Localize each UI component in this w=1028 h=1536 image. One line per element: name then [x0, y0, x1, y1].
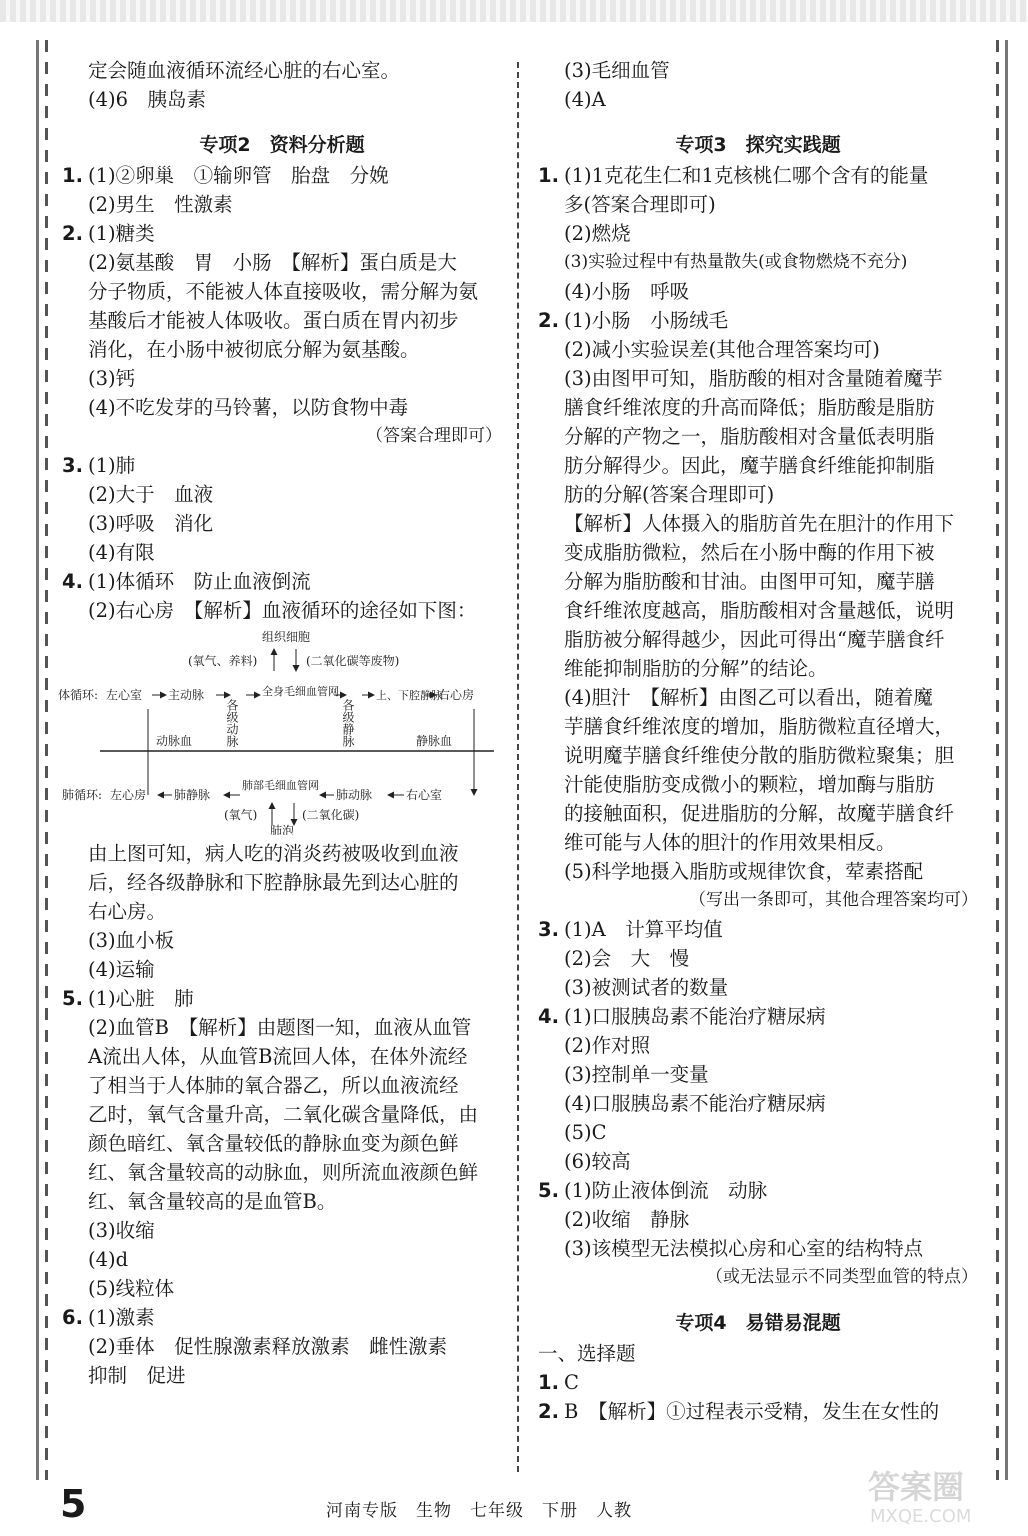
line-text: (3)呼吸 消化	[88, 512, 214, 535]
line-text: (2)大于 血液	[88, 483, 214, 506]
line-text: (3)收缩	[88, 1219, 155, 1242]
line-text: (3)由图甲可知，脂肪酸的相对含量随着魔芋	[564, 367, 943, 390]
answer-line	[62, 955, 502, 984]
section-heading: 专项2 资料分析题	[199, 134, 365, 156]
line-text: (3)血小板	[88, 929, 175, 952]
question-line	[538, 1397, 978, 1426]
line-text: (3)实验过程中有热量散失(或食物燃烧不充分)	[564, 252, 908, 272]
line-text: 膳食纤维浓度的升高而降低；脂肪酸是脂肪	[564, 396, 935, 419]
answer-line	[62, 85, 502, 114]
line-text: (1)防止液体倒流 动脉	[564, 1179, 768, 1202]
answer-line	[62, 538, 502, 567]
diagram-top-right-note: (二氧化碳等废物)	[306, 654, 400, 668]
answer-line	[62, 1100, 502, 1129]
answer-line	[538, 335, 978, 364]
line-text: （写出一条即可，其他合理答案均可）	[689, 890, 978, 910]
diagram-bottom-right-note: (二氧化碳)	[302, 808, 360, 822]
line-text: （答案合理即可）	[366, 426, 502, 446]
line-text: (3)控制单一变量	[564, 1063, 709, 1086]
diagram-body-step-4: 各级静脉	[341, 699, 355, 747]
diagram-body-step-3: 全身毛细血管网	[262, 685, 339, 698]
line-text: (6)较高	[564, 1150, 631, 1173]
diagram-bottom-cell: 肺泡	[270, 824, 295, 835]
page-footer	[56, 1482, 976, 1530]
diagram-top-cell: 组织细胞	[262, 630, 311, 644]
line-text: (2)垂体 促性腺激素释放激素 雌性激素	[88, 1335, 448, 1358]
diagram-lung-step-0: 左心房	[110, 788, 147, 802]
svg-text:MXQE.COM: MXQE.COM	[870, 1506, 972, 1527]
line-text: （或无法显示不同类型血管的特点）	[706, 1267, 978, 1287]
line-text: (1)体循环 防止血液倒流	[88, 570, 311, 593]
diagram-body-step-2: 各级动脉	[225, 699, 239, 747]
line-text: 消化，在小肠中被彻底分解为氨基酸。	[88, 338, 420, 361]
diagram-lung-step-3: 肺动脉	[336, 788, 373, 802]
answer-line	[538, 712, 978, 741]
top-border-decoration	[0, 0, 1028, 22]
line-text: 由上图可知，病人吃的消炎药被吸收到血液	[88, 842, 459, 865]
answer-line	[538, 799, 978, 828]
line-text: B 【解析】①过程表示受精，发生在女性的	[564, 1400, 940, 1423]
answer-line	[538, 1118, 978, 1147]
line-text: 一、选择题	[538, 1342, 636, 1365]
line-text: 肪的分解(答案合理即可)	[564, 483, 775, 506]
answer-line	[538, 538, 978, 567]
line-text: (4)A	[564, 88, 606, 111]
question-number: 2.	[62, 222, 83, 245]
line-text: 后，经各级静脉和下腔静脉最先到达心脏的	[88, 871, 459, 894]
line-text: 肪分解得少。因此，魔芋膳食纤维能抑制脂	[564, 454, 935, 477]
line-text: (2)减小实验误差(其他合理答案均可)	[564, 338, 880, 361]
answer-line	[538, 625, 978, 654]
line-text: (3)该模型无法模拟心房和心室的结构特点	[564, 1237, 924, 1260]
line-text: (4)口服胰岛素不能治疗糖尿病	[564, 1092, 826, 1115]
line-text: (5)线粒体	[88, 1277, 175, 1300]
answer-line	[62, 1071, 502, 1100]
answer-line	[62, 1158, 502, 1187]
line-text: (3)被测试者的数量	[564, 976, 729, 999]
answer-line	[538, 973, 978, 1002]
question-line	[538, 1368, 978, 1397]
diagram-lung-label: 肺循环:	[62, 788, 103, 802]
line-text: (5)科学地摄入脂肪或规律饮食，荤素搭配	[564, 860, 924, 883]
answer-line	[62, 306, 502, 335]
answer-line	[62, 1216, 502, 1245]
diagram-body-step-0: 左心室	[106, 688, 143, 702]
line-text: (4)d	[88, 1248, 129, 1271]
answer-line	[538, 248, 978, 277]
answer-line	[62, 335, 502, 364]
answer-line	[538, 1089, 978, 1118]
question-line	[538, 915, 978, 944]
answer-line	[62, 393, 502, 422]
answer-line	[538, 1031, 978, 1060]
question-number: 2.	[538, 1400, 559, 1423]
answer-line	[62, 1245, 502, 1274]
answer-line	[62, 509, 502, 538]
answer-line	[62, 1332, 502, 1361]
line-text: (2)血管B 【解析】由题图一知，血液从血管	[88, 1016, 472, 1039]
answer-line	[538, 1060, 978, 1089]
line-text: 颜色暗红、氧含量较低的静脉血变为颜色鲜	[88, 1132, 459, 1155]
line-text: A流出人体，从血管B流回人体，在体外流经	[88, 1045, 468, 1068]
question-line	[62, 161, 502, 190]
line-text: 的接触面积，促进脂肪的分解，故魔芋膳食纤	[564, 802, 955, 825]
line-text: (2)收缩 静脉	[564, 1208, 690, 1231]
answer-line	[538, 422, 978, 451]
answer-line	[538, 1205, 978, 1234]
question-line	[538, 161, 978, 190]
question-number: 3.	[62, 454, 83, 477]
left-column	[58, 56, 502, 1390]
line-text: C	[564, 1371, 579, 1394]
diagram-venous-label: 静脉血	[416, 734, 453, 748]
line-text: (1)1克花生仁和1克核桃仁哪个含有的能量	[564, 164, 929, 187]
answer-line	[62, 277, 502, 306]
question-number: 2.	[538, 309, 559, 332]
question-number: 6.	[62, 1306, 83, 1329]
line-text: 定会随血液循环流经心脏的右心室。	[88, 59, 401, 82]
question-line	[538, 1002, 978, 1031]
line-text: 芋膳食纤维浓度的增加，脂肪微粒直径增大，	[564, 715, 955, 738]
section-heading: 专项4 易错易混题	[675, 1312, 841, 1334]
answer-line	[62, 422, 502, 451]
line-text: 维可能与人体的胆汁的作用效果相反。	[564, 831, 896, 854]
question-number: 5.	[538, 1179, 559, 1202]
line-text: 红、氧含量较高的是血管B。	[88, 1190, 337, 1213]
answer-line	[538, 190, 978, 219]
answer-line	[62, 56, 502, 85]
answer-line	[62, 897, 502, 926]
answer-line	[538, 509, 978, 538]
line-text: (2)作对照	[564, 1034, 651, 1057]
question-number: 1.	[62, 164, 83, 187]
answer-line	[538, 85, 978, 114]
line-text: (4)运输	[88, 958, 155, 981]
question-number: 4.	[62, 570, 83, 593]
diagram-lung-step-1: 肺静脉	[174, 788, 211, 802]
answer-line	[538, 364, 978, 393]
page-number: 5	[60, 1482, 87, 1526]
answer-line	[62, 248, 502, 277]
line-text: (1)激素	[88, 1306, 155, 1329]
line-text: (1)肺	[88, 454, 136, 477]
line-text: 变成脂肪微粒，然后在小肠中酶的作用下被	[564, 541, 935, 564]
line-text: (4)胆汁 【解析】由图乙可以看出，随着魔	[564, 686, 933, 709]
answer-line	[62, 868, 502, 897]
answer-line	[538, 219, 978, 248]
line-text: (2)右心房 【解析】血液循环的途径如下图：	[88, 599, 477, 622]
question-line	[538, 306, 978, 335]
line-text: (2)男生 性激素	[88, 193, 233, 216]
line-text: (1)糖类	[88, 222, 155, 245]
question-line	[62, 219, 502, 248]
question-number: 5.	[62, 987, 83, 1010]
answer-line	[538, 451, 978, 480]
line-text: 脂肪被分解得越少，因此可得出“魔芋膳食纤	[564, 628, 945, 651]
diagram-body-step-6: 右心房	[438, 688, 475, 702]
diagram-arterial-label: 动脉血	[156, 734, 193, 748]
question-line	[62, 567, 502, 596]
right-column	[538, 56, 978, 1426]
answer-line	[62, 1187, 502, 1216]
answer-line	[62, 480, 502, 509]
line-text: (5)C	[564, 1121, 607, 1144]
diagram-lung-step-4: 右心室	[406, 788, 443, 802]
answer-line	[62, 839, 502, 868]
line-text: (1)②卵巢 ①输卵管 胎盘 分娩	[88, 164, 389, 187]
line-text: 右心房。	[88, 900, 167, 923]
watermark-logo	[858, 1460, 1008, 1530]
answer-line	[538, 1234, 978, 1263]
line-text: (4)有限	[88, 541, 155, 564]
line-text: (1)心脏 肺	[88, 987, 194, 1010]
diagram-lung-step-2: 肺部毛细血管网	[242, 779, 319, 792]
answer-line	[538, 277, 978, 306]
question-line	[62, 984, 502, 1013]
section-heading: 专项3 探究实践题	[675, 134, 841, 156]
answer-line	[538, 828, 978, 857]
line-text: (3)毛细血管	[564, 59, 670, 82]
line-text: 抑制 促进	[88, 1364, 186, 1387]
answer-line	[538, 480, 978, 509]
answer-line	[62, 926, 502, 955]
question-number: 4.	[538, 1005, 559, 1028]
line-text: 食纤维浓度越高，脂肪酸相对含量越低，说明	[564, 599, 955, 622]
line-text: (1)A 计算平均值	[564, 918, 723, 941]
answer-line	[538, 567, 978, 596]
line-text: 【解析】人体摄入的脂肪首先在胆汁的作用下	[564, 512, 955, 535]
answer-line	[538, 654, 978, 683]
answer-line	[62, 1361, 502, 1390]
answer-line	[538, 886, 978, 915]
question-line	[538, 1176, 978, 1205]
answer-line	[538, 1263, 978, 1292]
line-text: (3)钙	[88, 367, 136, 390]
line-text: 乙时，氧气含量升高，二氧化碳含量降低，由	[88, 1103, 479, 1126]
line-text: (4)不吃发芽的马铃薯，以防食物中毒	[88, 396, 409, 419]
question-line	[62, 451, 502, 480]
answer-line	[62, 1129, 502, 1158]
line-text: 分子物质，不能被人体直接吸收，需分解为氨	[88, 280, 479, 303]
line-text: (1)口服胰岛素不能治疗糖尿病	[564, 1005, 826, 1028]
answer-line	[538, 770, 978, 799]
line-text: (1)小肠 小肠绒毛	[564, 309, 729, 332]
column-divider	[517, 62, 519, 1472]
line-text: (4)小肠 呼吸	[564, 280, 690, 303]
answer-line	[62, 1042, 502, 1071]
answer-line	[62, 1274, 502, 1303]
footer-book-info: 河南专版 生物 七年级 下册 人教	[326, 1501, 632, 1521]
question-line	[62, 1303, 502, 1332]
answer-line	[538, 683, 978, 712]
answer-line	[538, 944, 978, 973]
answer-line	[538, 1147, 978, 1176]
answer-line	[538, 1339, 978, 1368]
answer-line	[538, 393, 978, 422]
diagram-body-step-5: 上、下腔静脉	[376, 689, 442, 702]
line-text: 红、氧含量较高的动脉血，则所流血液颜色鲜	[88, 1161, 479, 1184]
line-text: 说明魔芋膳食纤维使分散的脂肪微粒聚集；胆	[564, 744, 955, 767]
answer-line	[538, 596, 978, 625]
line-text: 分解的产物之一，脂肪酸相对含量低表明脂	[564, 425, 935, 448]
diagram-body-label: 体循环:	[58, 688, 99, 702]
line-text: (4)6 胰岛素	[88, 88, 207, 111]
line-text: (2)燃烧	[564, 222, 631, 245]
line-text: 了相当于人体肺的氧合器乙，所以血液流经	[88, 1074, 459, 1097]
svg-text:答案圈: 答案圈	[868, 1468, 965, 1506]
diagram-bottom-left-note: (氧气)	[224, 808, 258, 822]
blood-circulation-diagram	[48, 629, 508, 835]
answer-line	[62, 364, 502, 393]
answer-line	[62, 596, 502, 625]
answer-line	[62, 190, 502, 219]
diagram-top-left-note: (氧气、养料)	[188, 654, 258, 668]
line-text: 维能抑制脂肪的分解”的结论。	[564, 657, 828, 680]
answer-line	[538, 857, 978, 886]
diagram-body-step-1: 主动脉	[168, 688, 205, 702]
question-number: 1.	[538, 1371, 559, 1394]
line-text: 多(答案合理即可)	[564, 193, 716, 216]
question-number: 1.	[538, 164, 559, 187]
line-text: 汁能使脂肪变成微小的颗粒，增加酶与脂肪	[564, 773, 935, 796]
line-text: 基酸后才能被人体吸收。蛋白质在胃内初步	[88, 309, 459, 332]
answer-line	[538, 56, 978, 85]
line-text: 分解为脂肪酸和甘油。由图甲可知，魔芋膳	[564, 570, 935, 593]
question-number: 3.	[538, 918, 559, 941]
answer-line	[62, 1013, 502, 1042]
line-text: (2)氨基酸 胃 小肠 【解析】蛋白质是大	[88, 251, 457, 274]
answer-line	[538, 741, 978, 770]
line-text: (2)会 大 慢	[564, 947, 690, 970]
